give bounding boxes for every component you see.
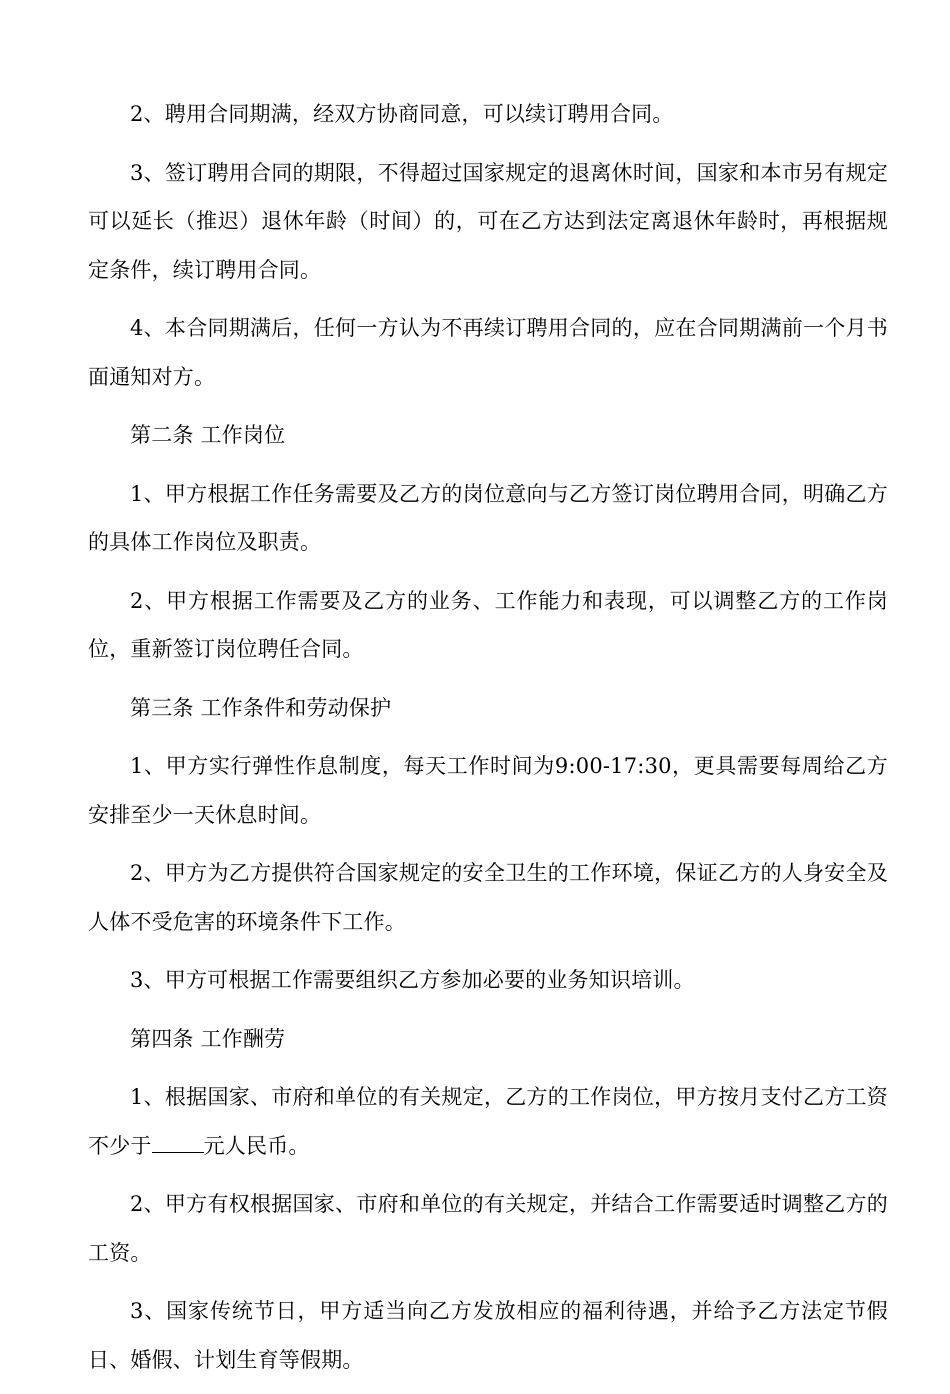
section-heading: 第三条 工作条件和劳动保护 bbox=[130, 695, 392, 720]
clause-paragraph: 2、甲方为乙方提供符合国家规定的安全卫生的工作环境，保证乙方的人身安全及人体不受危害的环境条件下工作。 bbox=[88, 861, 888, 934]
clause-paragraph: 3、签订聘用合同的期限，不得超过国家规定的退离休时间，国家和本市另有规定可以延长（推迟）退休年龄（时间）的，可在乙方达到法定离退休年龄时，再根据规定条件，续订聘用合同。 bbox=[88, 160, 888, 282]
clause-paragraph: 2、甲方根据工作需要及乙方的业务、工作能力和表现，可以调整乙方的工作岗位，重新签订岗位聘任合同。 bbox=[88, 588, 888, 661]
document-page bbox=[88, 90, 888, 1394]
clause-paragraph: 1、甲方根据工作任务需要及乙方的岗位意向与乙方签订岗位聘用合同，明确乙方的具体工作岗位及职责。 bbox=[88, 481, 888, 554]
clause-paragraph: 2、聘用合同期满，经双方协商同意，可以续订聘用合同。 bbox=[130, 102, 674, 126]
clause-paragraph: 1、甲方实行弹性作息制度，每天工作时间为9:00-17:30，更具需要每周给乙方安排至少一天休息时间。 bbox=[88, 754, 888, 827]
clause-paragraph: 4、本合同期满后，任何一方认为不再续订聘用合同的，应在合同期满前一个月书面通知对方。 bbox=[88, 316, 888, 389]
salary-clause-unit: 元人民币。 bbox=[203, 1133, 310, 1158]
clause-paragraph: 3、国家传统节日，甲方适当向乙方发放相应的福利待遇，并给予乙方法定节假日、婚假、计划生育等假期。 bbox=[88, 1299, 888, 1372]
clause-paragraph: 2、甲方有权根据国家、市府和单位的有关规定，并结合工作需要适时调整乙方的工资。 bbox=[88, 1192, 888, 1265]
salary-amount-blank bbox=[152, 1134, 204, 1153]
salary-clause-text: 1、根据国家、市府和单位的有关规定，乙方的工作岗位，甲方按月支付乙方工资不少于 bbox=[88, 1085, 888, 1158]
section-heading: 第四条 工作酬劳 bbox=[130, 1026, 286, 1051]
clause-paragraph: 3、甲方可根据工作需要组织乙方参加必要的业务知识培训。 bbox=[130, 968, 695, 992]
section-heading: 第二条 工作岗位 bbox=[130, 423, 286, 447]
clause-paragraph-salary bbox=[88, 1073, 888, 1170]
